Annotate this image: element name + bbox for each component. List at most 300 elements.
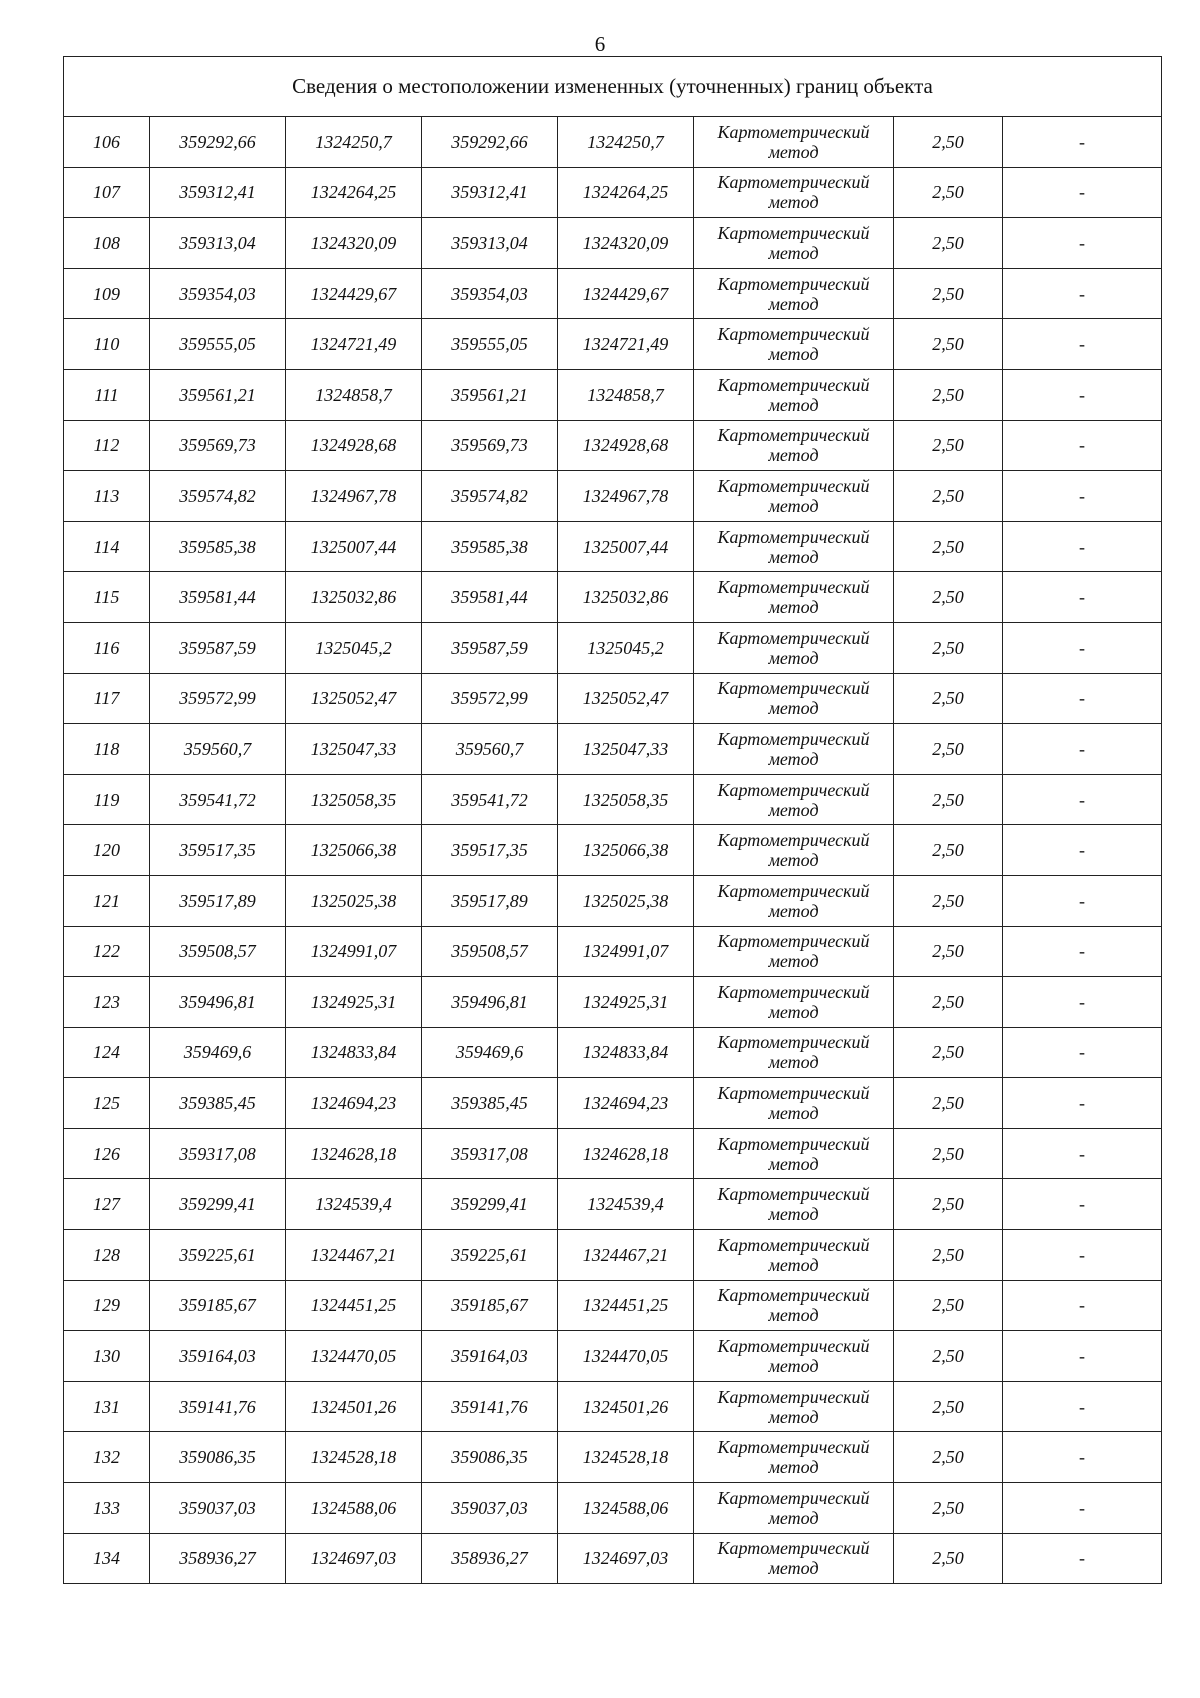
table-row: [64, 521, 1162, 572]
refined-y-cell: 1325007,44: [558, 521, 694, 572]
point-number-cell: 129: [64, 1280, 150, 1331]
table-row: [64, 572, 1162, 623]
existing-x-cell: 358936,27: [150, 1533, 286, 1584]
accuracy-cell: 2,50: [894, 471, 1003, 522]
refined-x-cell: 359587,59: [422, 622, 558, 673]
refined-x-cell: 359569,73: [422, 420, 558, 471]
accuracy-cell: 2,50: [894, 521, 1003, 572]
method-cell: [694, 1533, 894, 1584]
refined-x-cell: 359581,44: [422, 572, 558, 623]
note-cell: -: [1003, 117, 1162, 168]
refined-y-cell: 1325058,35: [558, 774, 694, 825]
method-line-2: метод: [768, 1507, 819, 1528]
note-cell: -: [1003, 622, 1162, 673]
method-line-1: Картометрический: [717, 1437, 870, 1458]
refined-x-cell: 359292,66: [422, 117, 558, 168]
accuracy-cell: 2,50: [894, 724, 1003, 775]
method-line-1: Картометрический: [717, 273, 870, 294]
refined-x-cell: 359299,41: [422, 1179, 558, 1230]
accuracy-cell: 2,50: [894, 673, 1003, 724]
existing-y-cell: 1324250,7: [286, 117, 422, 168]
refined-x-cell: 359517,89: [422, 875, 558, 926]
refined-y-cell: 1325032,86: [558, 572, 694, 623]
accuracy-cell: 2,50: [894, 420, 1003, 471]
existing-y-cell: 1325045,2: [286, 622, 422, 673]
note-cell: -: [1003, 1331, 1162, 1382]
method-line-1: Картометрический: [717, 1032, 870, 1053]
existing-y-cell: 1324501,26: [286, 1381, 422, 1432]
refined-x-cell: 359517,35: [422, 825, 558, 876]
existing-y-cell: 1324451,25: [286, 1280, 422, 1331]
existing-y-cell: 1324539,4: [286, 1179, 422, 1230]
method-cell: [694, 369, 894, 420]
point-number-cell: 119: [64, 774, 150, 825]
accuracy-cell: 2,50: [894, 1483, 1003, 1534]
existing-x-cell: 359569,73: [150, 420, 286, 471]
accuracy-cell: 2,50: [894, 1179, 1003, 1230]
note-cell: -: [1003, 1230, 1162, 1281]
method-line-1: Картометрический: [717, 1386, 870, 1407]
table-title-row: [64, 57, 1162, 117]
note-cell: -: [1003, 218, 1162, 269]
existing-x-cell: 359299,41: [150, 1179, 286, 1230]
refined-y-cell: 1324928,68: [558, 420, 694, 471]
existing-x-cell: 359587,59: [150, 622, 286, 673]
accuracy-cell: 2,50: [894, 1128, 1003, 1179]
existing-x-cell: 359225,61: [150, 1230, 286, 1281]
method-line-2: метод: [768, 748, 819, 769]
method-line-2: метод: [768, 141, 819, 162]
note-cell: -: [1003, 268, 1162, 319]
method-line-1: Картометрический: [717, 172, 870, 193]
table-row: [64, 622, 1162, 673]
note-cell: -: [1003, 521, 1162, 572]
accuracy-cell: 2,50: [894, 926, 1003, 977]
method-line-2: метод: [768, 1001, 819, 1022]
refined-y-cell: 1324697,03: [558, 1533, 694, 1584]
accuracy-cell: 2,50: [894, 1027, 1003, 1078]
method-line-1: Картометрический: [717, 931, 870, 952]
point-number-cell: 109: [64, 268, 150, 319]
existing-x-cell: 359086,35: [150, 1432, 286, 1483]
point-number-cell: 118: [64, 724, 150, 775]
point-number-cell: 116: [64, 622, 150, 673]
method-line-2: метод: [768, 1103, 819, 1124]
refined-x-cell: 359561,21: [422, 369, 558, 420]
method-line-1: Картометрический: [717, 1234, 870, 1255]
refined-y-cell: 1324694,23: [558, 1078, 694, 1129]
note-cell: -: [1003, 420, 1162, 471]
point-number-cell: 124: [64, 1027, 150, 1078]
accuracy-cell: 2,50: [894, 1331, 1003, 1382]
refined-y-cell: 1324250,7: [558, 117, 694, 168]
refined-x-cell: 359185,67: [422, 1280, 558, 1331]
method-cell: [694, 875, 894, 926]
point-number-cell: 131: [64, 1381, 150, 1432]
method-line-2: метод: [768, 293, 819, 314]
method-cell: [694, 1078, 894, 1129]
method-line-1: Картометрический: [717, 324, 870, 345]
method-line-2: метод: [768, 495, 819, 516]
accuracy-cell: 2,50: [894, 977, 1003, 1028]
refined-y-cell: 1324429,67: [558, 268, 694, 319]
table-title: Сведения о местоположении измененных (уточненных) границ объекта: [64, 57, 1162, 117]
method-line-2: метод: [768, 1305, 819, 1326]
method-line-1: Картометрический: [717, 1285, 870, 1306]
method-line-2: метод: [768, 192, 819, 213]
method-line-2: метод: [768, 1406, 819, 1427]
refined-x-cell: 359385,45: [422, 1078, 558, 1129]
refined-x-cell: 359469,6: [422, 1027, 558, 1078]
note-cell: -: [1003, 572, 1162, 623]
point-number-cell: 123: [64, 977, 150, 1028]
note-cell: -: [1003, 1280, 1162, 1331]
existing-y-cell: 1324694,23: [286, 1078, 422, 1129]
refined-y-cell: 1325047,33: [558, 724, 694, 775]
refined-y-cell: 1324539,4: [558, 1179, 694, 1230]
existing-x-cell: 359572,99: [150, 673, 286, 724]
refined-y-cell: 1324858,7: [558, 369, 694, 420]
point-number-cell: 108: [64, 218, 150, 269]
point-number-cell: 127: [64, 1179, 150, 1230]
point-number-cell: 126: [64, 1128, 150, 1179]
note-cell: -: [1003, 167, 1162, 218]
table-row: [64, 1280, 1162, 1331]
accuracy-cell: 2,50: [894, 1381, 1003, 1432]
point-number-cell: 128: [64, 1230, 150, 1281]
existing-y-cell: 1325052,47: [286, 673, 422, 724]
existing-y-cell: 1324697,03: [286, 1533, 422, 1584]
refined-y-cell: 1324991,07: [558, 926, 694, 977]
point-number-cell: 125: [64, 1078, 150, 1129]
table-row: [64, 1432, 1162, 1483]
refined-y-cell: 1324451,25: [558, 1280, 694, 1331]
method-cell: [694, 724, 894, 775]
existing-y-cell: 1325032,86: [286, 572, 422, 623]
existing-y-cell: 1324858,7: [286, 369, 422, 420]
note-cell: -: [1003, 1027, 1162, 1078]
method-cell: [694, 1432, 894, 1483]
method-line-2: метод: [768, 850, 819, 871]
table-row: [64, 167, 1162, 218]
method-line-1: Картометрический: [717, 1133, 870, 1154]
refined-y-cell: 1325066,38: [558, 825, 694, 876]
point-number-cell: 120: [64, 825, 150, 876]
existing-x-cell: 359385,45: [150, 1078, 286, 1129]
refined-x-cell: 359560,7: [422, 724, 558, 775]
refined-y-cell: 1324588,06: [558, 1483, 694, 1534]
method-cell: [694, 117, 894, 168]
refined-x-cell: 359541,72: [422, 774, 558, 825]
table-body: [64, 117, 1162, 1584]
refined-x-cell: 359141,76: [422, 1381, 558, 1432]
existing-x-cell: 359164,03: [150, 1331, 286, 1382]
method-line-2: метод: [768, 951, 819, 972]
method-line-1: Картометрический: [717, 779, 870, 800]
point-number-cell: 110: [64, 319, 150, 370]
table-row: [64, 673, 1162, 724]
refined-x-cell: 359086,35: [422, 1432, 558, 1483]
method-cell: [694, 572, 894, 623]
table-row: [64, 825, 1162, 876]
note-cell: -: [1003, 369, 1162, 420]
existing-x-cell: 359517,89: [150, 875, 286, 926]
note-cell: -: [1003, 724, 1162, 775]
method-line-2: метод: [768, 1153, 819, 1174]
method-line-1: Картометрический: [717, 222, 870, 243]
method-cell: [694, 1128, 894, 1179]
refined-x-cell: 359585,38: [422, 521, 558, 572]
method-cell: [694, 774, 894, 825]
refined-y-cell: 1324470,05: [558, 1331, 694, 1382]
existing-y-cell: 1324628,18: [286, 1128, 422, 1179]
refined-x-cell: 359574,82: [422, 471, 558, 522]
point-number-cell: 107: [64, 167, 150, 218]
method-cell: [694, 471, 894, 522]
note-cell: -: [1003, 673, 1162, 724]
refined-y-cell: 1324833,84: [558, 1027, 694, 1078]
existing-y-cell: 1324470,05: [286, 1331, 422, 1382]
refined-y-cell: 1325045,2: [558, 622, 694, 673]
table-row: [64, 1483, 1162, 1534]
method-cell: [694, 622, 894, 673]
existing-x-cell: 359585,38: [150, 521, 286, 572]
method-cell: [694, 1280, 894, 1331]
table-row: [64, 1128, 1162, 1179]
existing-x-cell: 359312,41: [150, 167, 286, 218]
refined-y-cell: 1325052,47: [558, 673, 694, 724]
existing-y-cell: 1325066,38: [286, 825, 422, 876]
refined-y-cell: 1324528,18: [558, 1432, 694, 1483]
accuracy-cell: 2,50: [894, 319, 1003, 370]
method-cell: [694, 1331, 894, 1382]
note-cell: -: [1003, 1432, 1162, 1483]
existing-x-cell: 359555,05: [150, 319, 286, 370]
refined-x-cell: 359312,41: [422, 167, 558, 218]
existing-x-cell: 359141,76: [150, 1381, 286, 1432]
existing-y-cell: 1324264,25: [286, 167, 422, 218]
method-line-2: метод: [768, 445, 819, 466]
refined-x-cell: 359317,08: [422, 1128, 558, 1179]
table-row: [64, 319, 1162, 370]
refined-x-cell: 359037,03: [422, 1483, 558, 1534]
refined-y-cell: 1324501,26: [558, 1381, 694, 1432]
point-number-cell: 112: [64, 420, 150, 471]
method-cell: [694, 1179, 894, 1230]
method-line-2: метод: [768, 698, 819, 719]
existing-y-cell: 1325047,33: [286, 724, 422, 775]
refined-x-cell: 359496,81: [422, 977, 558, 1028]
method-line-1: Картометрический: [717, 1083, 870, 1104]
existing-y-cell: 1324833,84: [286, 1027, 422, 1078]
point-number-cell: 134: [64, 1533, 150, 1584]
table-row: [64, 1331, 1162, 1382]
method-line-2: метод: [768, 597, 819, 618]
refined-y-cell: 1325025,38: [558, 875, 694, 926]
method-line-2: метод: [768, 799, 819, 820]
point-number-cell: 106: [64, 117, 150, 168]
point-number-cell: 132: [64, 1432, 150, 1483]
table-row: [64, 1533, 1162, 1584]
method-line-2: метод: [768, 1558, 819, 1579]
existing-x-cell: 359185,67: [150, 1280, 286, 1331]
method-cell: [694, 1381, 894, 1432]
method-line-1: Картометрический: [717, 728, 870, 749]
table-row: [64, 724, 1162, 775]
method-cell: [694, 1027, 894, 1078]
note-cell: -: [1003, 774, 1162, 825]
method-cell: [694, 1230, 894, 1281]
table-row: [64, 1179, 1162, 1230]
accuracy-cell: 2,50: [894, 622, 1003, 673]
existing-x-cell: 359561,21: [150, 369, 286, 420]
point-number-cell: 133: [64, 1483, 150, 1534]
existing-x-cell: 359317,08: [150, 1128, 286, 1179]
method-line-2: метод: [768, 1457, 819, 1478]
point-number-cell: 121: [64, 875, 150, 926]
accuracy-cell: 2,50: [894, 218, 1003, 269]
method-cell: [694, 825, 894, 876]
refined-x-cell: 359572,99: [422, 673, 558, 724]
table-row: [64, 117, 1162, 168]
method-line-1: Картометрический: [717, 678, 870, 699]
refined-y-cell: 1324628,18: [558, 1128, 694, 1179]
refined-x-cell: 359164,03: [422, 1331, 558, 1382]
method-line-2: метод: [768, 1356, 819, 1377]
method-cell: [694, 926, 894, 977]
table-row: [64, 977, 1162, 1028]
refined-y-cell: 1324467,21: [558, 1230, 694, 1281]
refined-y-cell: 1324721,49: [558, 319, 694, 370]
existing-x-cell: 359517,35: [150, 825, 286, 876]
table-row: [64, 875, 1162, 926]
existing-y-cell: 1324721,49: [286, 319, 422, 370]
existing-y-cell: 1324967,78: [286, 471, 422, 522]
boundary-coordinates-table: [63, 56, 1162, 1584]
method-line-2: метод: [768, 900, 819, 921]
refined-x-cell: 359555,05: [422, 319, 558, 370]
method-cell: [694, 319, 894, 370]
existing-x-cell: 359313,04: [150, 218, 286, 269]
method-line-2: метод: [768, 546, 819, 567]
existing-y-cell: 1325025,38: [286, 875, 422, 926]
accuracy-cell: 2,50: [894, 1280, 1003, 1331]
note-cell: -: [1003, 1179, 1162, 1230]
method-line-1: Картометрический: [717, 374, 870, 395]
method-cell: [694, 1483, 894, 1534]
existing-x-cell: 359469,6: [150, 1027, 286, 1078]
accuracy-cell: 2,50: [894, 268, 1003, 319]
table-row: [64, 1230, 1162, 1281]
existing-y-cell: 1324429,67: [286, 268, 422, 319]
note-cell: -: [1003, 1483, 1162, 1534]
note-cell: -: [1003, 1128, 1162, 1179]
method-line-1: Картометрический: [717, 981, 870, 1002]
method-line-2: метод: [768, 344, 819, 365]
table-row: [64, 471, 1162, 522]
existing-x-cell: 359354,03: [150, 268, 286, 319]
table-row: [64, 369, 1162, 420]
method-line-1: Картометрический: [717, 475, 870, 496]
method-line-2: метод: [768, 647, 819, 668]
existing-y-cell: 1324928,68: [286, 420, 422, 471]
existing-y-cell: 1324991,07: [286, 926, 422, 977]
method-line-1: Картометрический: [717, 577, 870, 598]
method-line-1: Картометрический: [717, 121, 870, 142]
existing-x-cell: 359496,81: [150, 977, 286, 1028]
point-number-cell: 114: [64, 521, 150, 572]
note-cell: -: [1003, 1381, 1162, 1432]
method-line-1: Картометрический: [717, 1336, 870, 1357]
method-line-1: Картометрический: [717, 830, 870, 851]
table-row: [64, 1078, 1162, 1129]
method-line-1: Картометрический: [717, 526, 870, 547]
existing-y-cell: 1324467,21: [286, 1230, 422, 1281]
method-line-2: метод: [768, 1254, 819, 1275]
method-line-1: Картометрический: [717, 1184, 870, 1205]
page-number: 6: [594, 32, 606, 56]
refined-y-cell: 1324925,31: [558, 977, 694, 1028]
refined-x-cell: 359225,61: [422, 1230, 558, 1281]
accuracy-cell: 2,50: [894, 117, 1003, 168]
method-cell: [694, 977, 894, 1028]
refined-y-cell: 1324320,09: [558, 218, 694, 269]
note-cell: -: [1003, 825, 1162, 876]
accuracy-cell: 2,50: [894, 875, 1003, 926]
table-row: [64, 926, 1162, 977]
accuracy-cell: 2,50: [894, 167, 1003, 218]
existing-y-cell: 1324588,06: [286, 1483, 422, 1534]
method-line-1: Картометрический: [717, 425, 870, 446]
method-line-1: Картометрический: [717, 880, 870, 901]
accuracy-cell: 2,50: [894, 1230, 1003, 1281]
note-cell: -: [1003, 1533, 1162, 1584]
existing-y-cell: 1325007,44: [286, 521, 422, 572]
point-number-cell: 117: [64, 673, 150, 724]
method-line-2: метод: [768, 1204, 819, 1225]
note-cell: -: [1003, 875, 1162, 926]
refined-y-cell: 1324967,78: [558, 471, 694, 522]
note-cell: -: [1003, 319, 1162, 370]
table-row: [64, 1027, 1162, 1078]
refined-y-cell: 1324264,25: [558, 167, 694, 218]
accuracy-cell: 2,50: [894, 825, 1003, 876]
refined-x-cell: 359508,57: [422, 926, 558, 977]
method-line-1: Картометрический: [717, 1487, 870, 1508]
table-row: [64, 420, 1162, 471]
refined-x-cell: 359354,03: [422, 268, 558, 319]
point-number-cell: 115: [64, 572, 150, 623]
existing-x-cell: 359292,66: [150, 117, 286, 168]
method-line-1: Картометрический: [717, 627, 870, 648]
point-number-cell: 122: [64, 926, 150, 977]
existing-y-cell: 1324320,09: [286, 218, 422, 269]
existing-x-cell: 359541,72: [150, 774, 286, 825]
refined-x-cell: 359313,04: [422, 218, 558, 269]
method-cell: [694, 420, 894, 471]
existing-y-cell: 1325058,35: [286, 774, 422, 825]
table-row: [64, 218, 1162, 269]
note-cell: -: [1003, 926, 1162, 977]
existing-x-cell: 359508,57: [150, 926, 286, 977]
method-line-2: метод: [768, 242, 819, 263]
note-cell: -: [1003, 977, 1162, 1028]
existing-x-cell: 359560,7: [150, 724, 286, 775]
refined-x-cell: 358936,27: [422, 1533, 558, 1584]
table-row: [64, 774, 1162, 825]
existing-x-cell: 359574,82: [150, 471, 286, 522]
method-cell: [694, 167, 894, 218]
